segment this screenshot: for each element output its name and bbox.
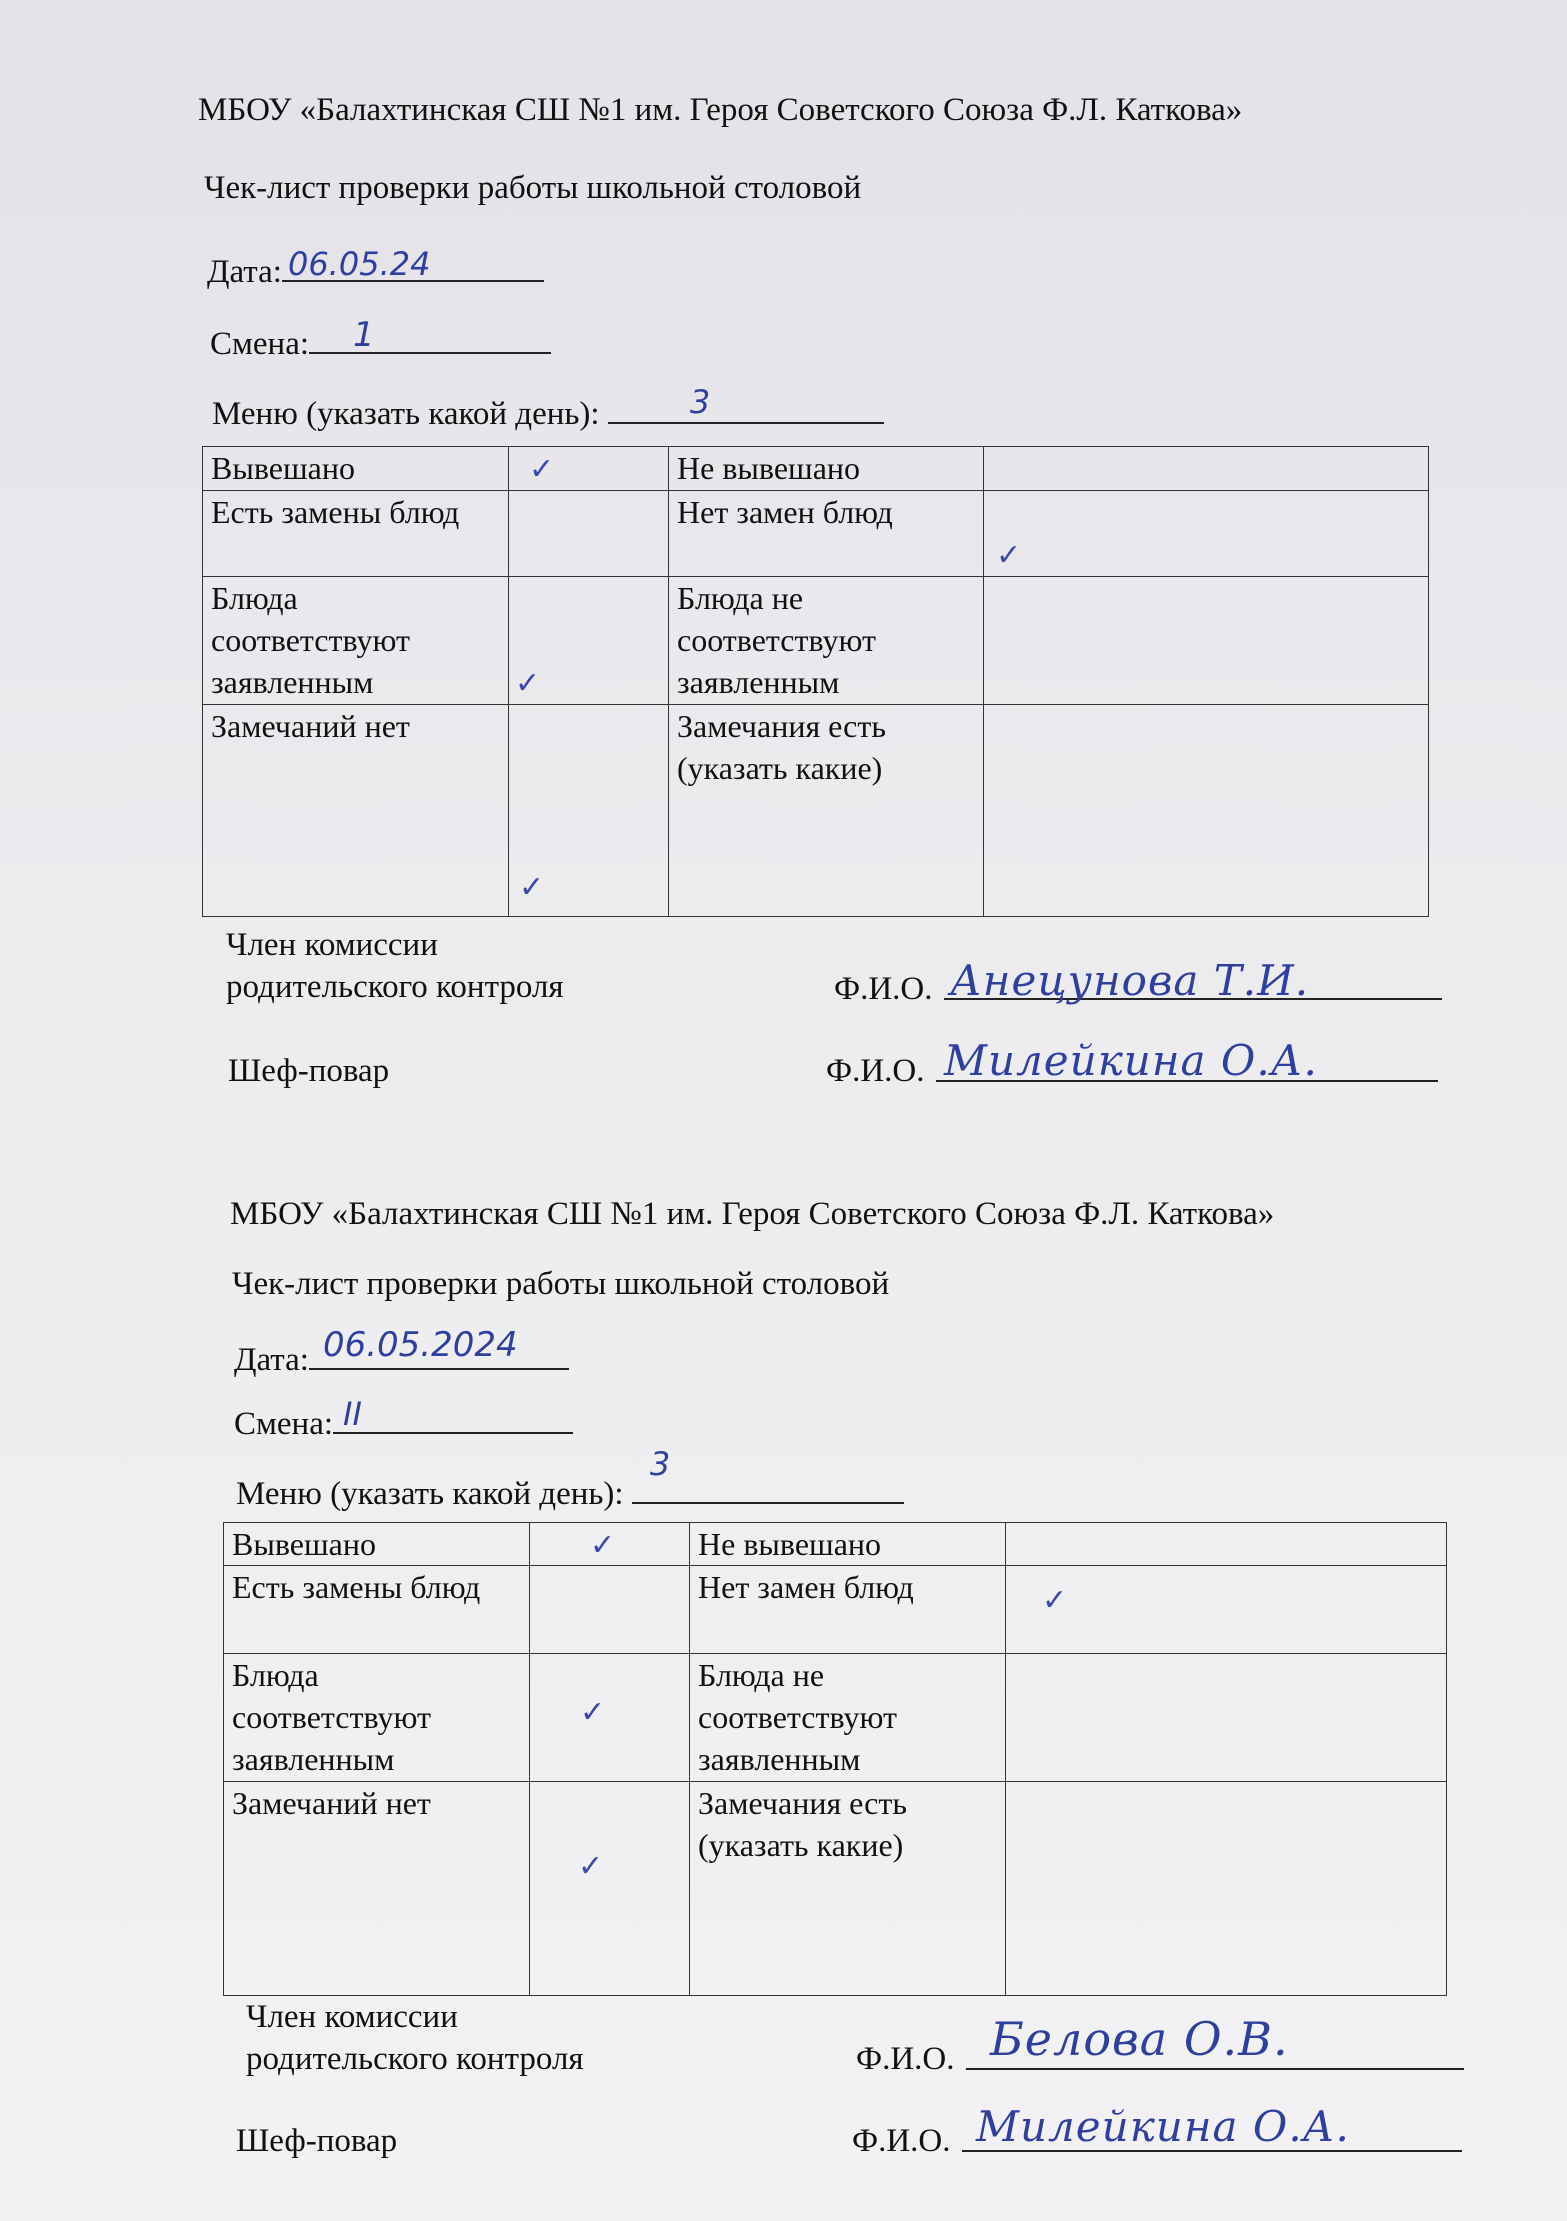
menu-label: Меню (указать какой день):: [236, 1476, 624, 1512]
menu-field[interactable]: [608, 383, 884, 424]
cell-label: Есть замены блюд: [224, 1566, 530, 1654]
shift-row: [234, 1395, 573, 1442]
cell-label: Вывешано: [203, 447, 509, 491]
chef-signature: Милейкина О.А.: [944, 1036, 1318, 1085]
cell-label: Нет замен блюд: [690, 1566, 1006, 1654]
check-cell[interactable]: [530, 1654, 690, 1782]
table-row: [224, 1566, 1447, 1654]
check-cell[interactable]: [984, 577, 1429, 705]
shift-value: II: [343, 1395, 362, 1433]
chef-fio-label: Ф.И.О.: [852, 2123, 951, 2159]
check-mark: ✓: [590, 1528, 616, 1563]
cell-label: Замечания есть (указать какие): [690, 1782, 1006, 1996]
cell-label: Блюда соответствуют заявленным: [224, 1654, 530, 1782]
date-value: 06.05.2024: [322, 1325, 518, 1365]
check-mark: ✓: [529, 452, 555, 487]
menu-label: Меню (указать какой день):: [212, 396, 600, 432]
form-title: Чек-лист проверки работы школьной столовой: [204, 170, 862, 206]
check-mark: ✓: [515, 666, 541, 701]
shift-label: Смена:: [234, 1406, 334, 1442]
date-field[interactable]: [282, 245, 544, 283]
menu-value: 3: [649, 1445, 671, 1483]
check-cell[interactable]: [509, 577, 669, 705]
table-row: [224, 1523, 1447, 1566]
table-row: [203, 577, 1429, 705]
cell-label: Нет замен блюд: [669, 491, 984, 577]
chef-signature: Милейкина О.А.: [976, 2102, 1350, 2151]
date-label: Дата:: [234, 1342, 309, 1378]
cell-label: Блюда не соответствуют заявленным: [690, 1654, 1006, 1782]
chef-fio-label: Ф.И.О.: [826, 1053, 925, 1089]
menu-row: [212, 383, 884, 432]
check-cell[interactable]: [530, 1566, 690, 1654]
check-mark: ✓: [996, 538, 1022, 573]
cell-label: Вывешано: [224, 1523, 530, 1566]
check-cell[interactable]: [530, 1523, 690, 1566]
form-title: Чек-лист проверки работы школьной столовой: [232, 1266, 890, 1302]
chef-label: Шеф-повар: [236, 2123, 398, 2159]
member-signature-field[interactable]: [966, 2068, 1464, 2070]
cell-label: Замечаний нет: [203, 705, 509, 917]
checklist-table: [202, 446, 1429, 917]
member-signature: Белова О.В.: [990, 2012, 1289, 2066]
shift-value: 1: [353, 315, 375, 355]
cell-label: Замечаний нет: [224, 1782, 530, 1996]
checklist-table: [223, 1522, 1447, 1996]
check-cell[interactable]: [1006, 1523, 1447, 1566]
date-label: Дата:: [207, 254, 282, 290]
check-cell[interactable]: [1006, 1566, 1447, 1654]
check-mark: ✓: [1042, 1583, 1068, 1618]
date-field[interactable]: [309, 1325, 569, 1370]
commission-member-label: Член комиссии родительского контроля: [246, 1999, 584, 2077]
cell-label: Не вывешано: [669, 447, 984, 491]
check-mark: ✓: [519, 870, 545, 905]
check-cell[interactable]: [1006, 1654, 1447, 1782]
table-row: [224, 1654, 1447, 1782]
shift-label: Смена:: [210, 326, 310, 362]
shift-row: [210, 315, 551, 362]
check-mark: ✓: [580, 1695, 606, 1730]
school-name: МБОУ «Балахтинская СШ №1 им. Героя Советского Союза Ф.Л. Каткова»: [230, 1196, 1275, 1232]
member-fio-label: Ф.И.О.: [856, 2041, 955, 2077]
shift-field[interactable]: [333, 1395, 573, 1434]
check-cell[interactable]: [509, 705, 669, 917]
member-fio-label: Ф.И.О.: [834, 971, 933, 1007]
cell-label: Блюда не соответствуют заявленным: [669, 577, 984, 705]
table-row: [203, 447, 1429, 491]
commission-member-label: Член комиссии родительского контроля: [226, 927, 564, 1005]
menu-value: 3: [689, 383, 711, 421]
shift-field[interactable]: [309, 315, 551, 355]
check-cell[interactable]: [984, 491, 1429, 577]
menu-field[interactable]: [632, 1445, 904, 1504]
cell-label: Замечания есть (указать какие): [669, 705, 984, 917]
date-row: [207, 245, 544, 290]
table-row: [203, 705, 1429, 917]
date-value: 06.05.24: [287, 245, 431, 283]
cell-label: Не вывешано: [690, 1523, 1006, 1566]
cell-label: Есть замены блюд: [203, 491, 509, 577]
check-cell[interactable]: [509, 491, 669, 577]
check-cell[interactable]: [1006, 1782, 1447, 1996]
cell-label: Блюда соответствуют заявленным: [203, 577, 509, 705]
check-cell[interactable]: [530, 1782, 690, 1996]
table-row: [203, 491, 1429, 577]
check-cell[interactable]: [984, 447, 1429, 491]
table-row: [224, 1782, 1447, 1996]
member-signature: Анецунова Т.И.: [950, 956, 1310, 1005]
date-row: [234, 1325, 569, 1378]
check-cell[interactable]: [984, 705, 1429, 917]
chef-label: Шеф-повар: [228, 1053, 390, 1089]
menu-row: [236, 1445, 904, 1512]
check-mark: ✓: [578, 1849, 604, 1884]
check-cell[interactable]: [509, 447, 669, 491]
school-name: МБОУ «Балахтинская СШ №1 им. Героя Советского Союза Ф.Л. Каткова»: [198, 92, 1243, 128]
